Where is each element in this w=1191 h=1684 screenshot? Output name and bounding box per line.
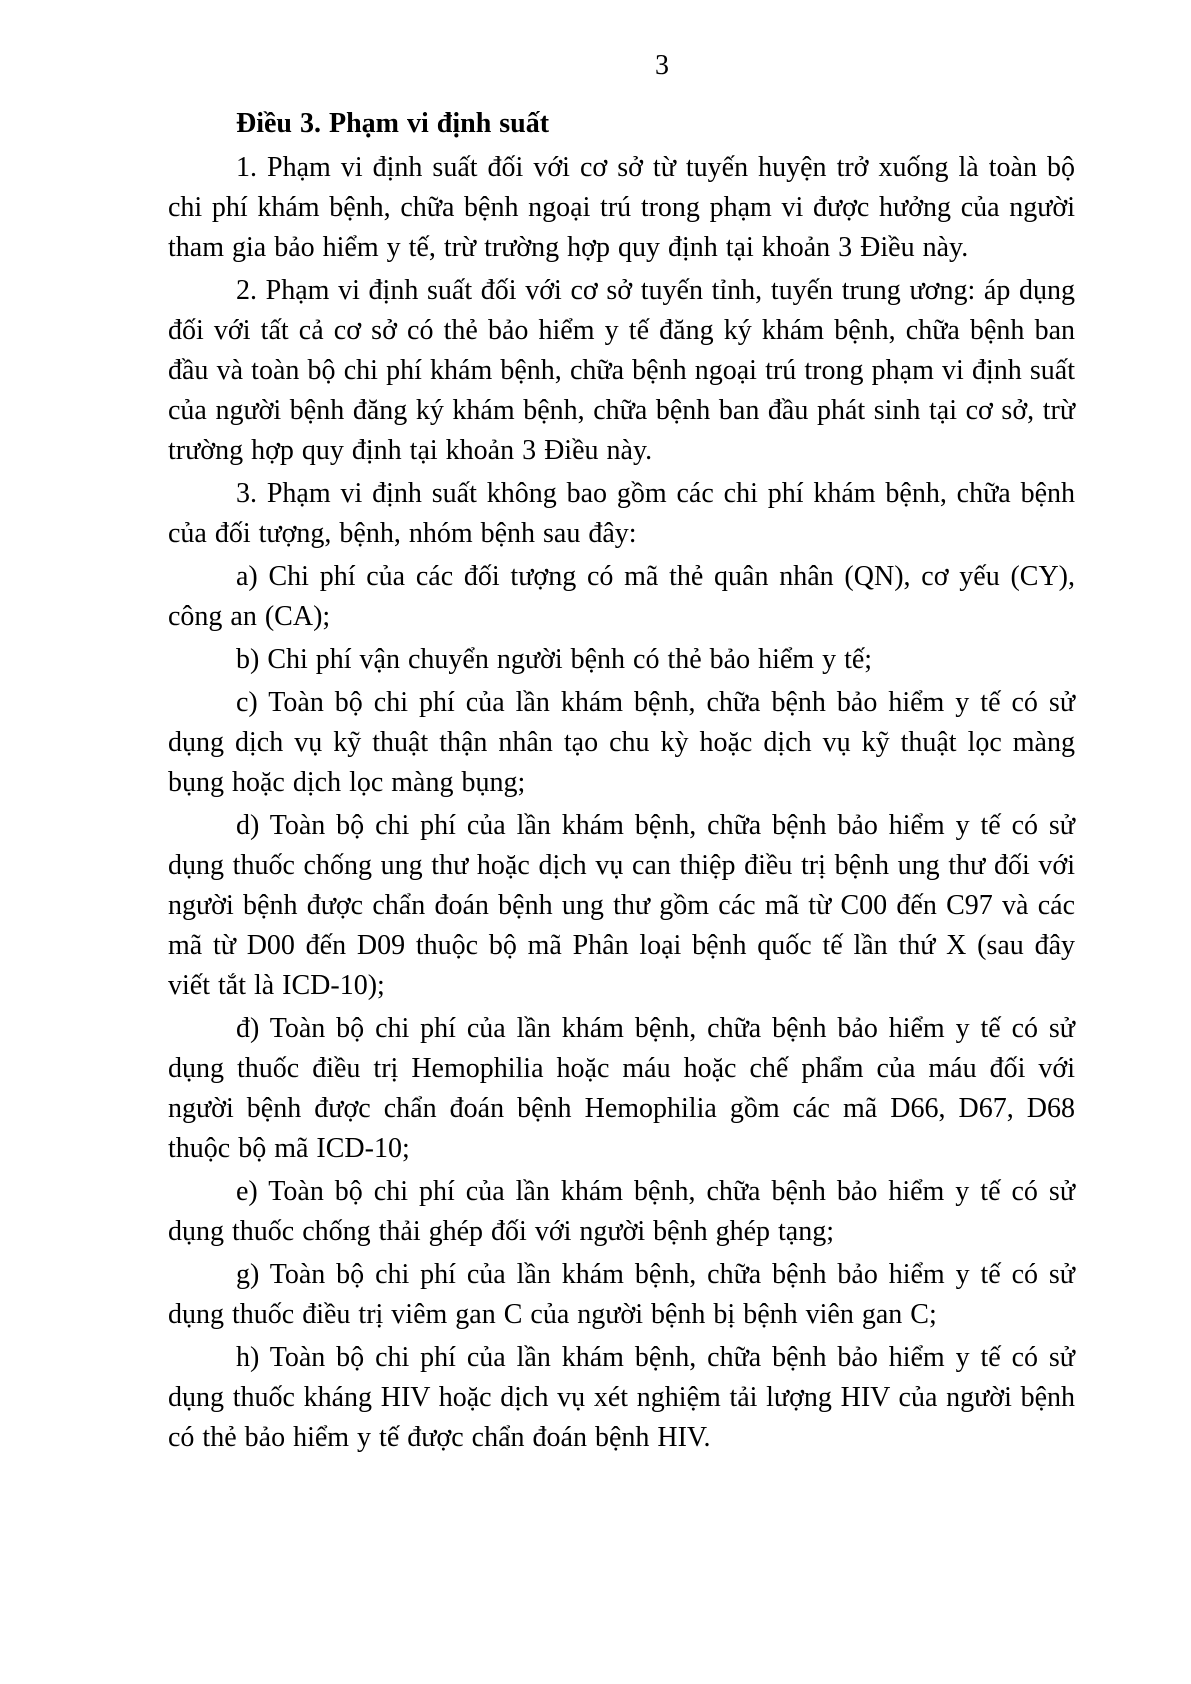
paragraph-3d: d) Toàn bộ chi phí của lần khám bệnh, chữa bệnh bảo hiểm y tế có sử dụng thuốc chống ung thư hoặc dịch vụ can thiệp điều trị bệnh ung thư đối với người bệnh được chẩn đoán bệnh ung thư gồm các mã từ C00 đến C97 và các mã từ D00 đến D09 thuộc bộ mã Phân loại bệnh quốc tế lần thứ X (sau đây viết tắt là ICD-10); [168, 810, 1075, 1001]
paragraph-3e: e) Toàn bộ chi phí của lần khám bệnh, chữa bệnh bảo hiểm y tế có sử dụng thuốc chống thải ghép đối với người bệnh ghép tạng; [168, 1176, 1075, 1247]
paragraph-3dd: đ) Toàn bộ chi phí của lần khám bệnh, chữa bệnh bảo hiểm y tế có sử dụng thuốc điều trị Hemophilia hoặc máu hoặc chế phẩm của máu đối với người bệnh được chẩn đoán bệnh Hemophilia gồm các mã D66, D67, D68 thuộc bộ mã ICD-10; [168, 1013, 1075, 1164]
paragraph-3c: c) Toàn bộ chi phí của lần khám bệnh, chữa bệnh bảo hiểm y tế có sử dụng dịch vụ kỹ thuật thận nhân tạo chu kỳ hoặc dịch vụ kỹ thuật lọc màng bụng hoặc dịch lọc màng bụng; [168, 687, 1075, 798]
paragraph-3a: a) Chi phí của các đối tượng có mã thẻ quân nhân (QN), cơ yếu (CY), công an (CA); [168, 561, 1075, 632]
article-heading: Điều 3. Phạm vi định suất [236, 108, 550, 139]
paragraph-1: 1. Phạm vi định suất đối với cơ sở từ tuyến huyện trở xuống là toàn bộ chi phí khám bệnh, chữa bệnh ngoại trú trong phạm vi được hưởng của người tham gia bảo hiểm y tế, trừ trường hợp quy định tại khoản 3 Điều này. [168, 152, 1075, 263]
paragraph-3h: h) Toàn bộ chi phí của lần khám bệnh, chữa bệnh bảo hiểm y tế có sử dụng thuốc kháng HIV hoặc dịch vụ xét nghiệm tải lượng HIV của người bệnh có thẻ bảo hiểm y tế được chẩn đoán bệnh HIV. [168, 1342, 1075, 1453]
paragraph-3g: g) Toàn bộ chi phí của lần khám bệnh, chữa bệnh bảo hiểm y tế có sử dụng thuốc điều trị viêm gan C của người bệnh bị bệnh viên gan C; [168, 1259, 1075, 1330]
paragraph-2: 2. Phạm vi định suất đối với cơ sở tuyến tỉnh, tuyến trung ương: áp dụng đối với tất cả cơ sở có thẻ bảo hiểm y tế đăng ký khám bệnh, chữa bệnh ban đầu và toàn bộ chi phí khám bệnh, chữa bệnh ngoại trú trong phạm vi định suất của người bệnh đăng ký khám bệnh, chữa bệnh ban đầu phát sinh tại cơ sở, trừ trường hợp quy định tại khoản 3 Điều này. [168, 275, 1075, 466]
paragraph-3: 3. Phạm vi định suất không bao gồm các chi phí khám bệnh, chữa bệnh của đối tượng, bệnh, nhóm bệnh sau đây: [168, 478, 1075, 549]
paragraph-3b: b) Chi phí vận chuyển người bệnh có thẻ bảo hiểm y tế; [236, 644, 873, 675]
page-number: 3 [655, 50, 669, 81]
document-body [168, 104, 1075, 1458]
